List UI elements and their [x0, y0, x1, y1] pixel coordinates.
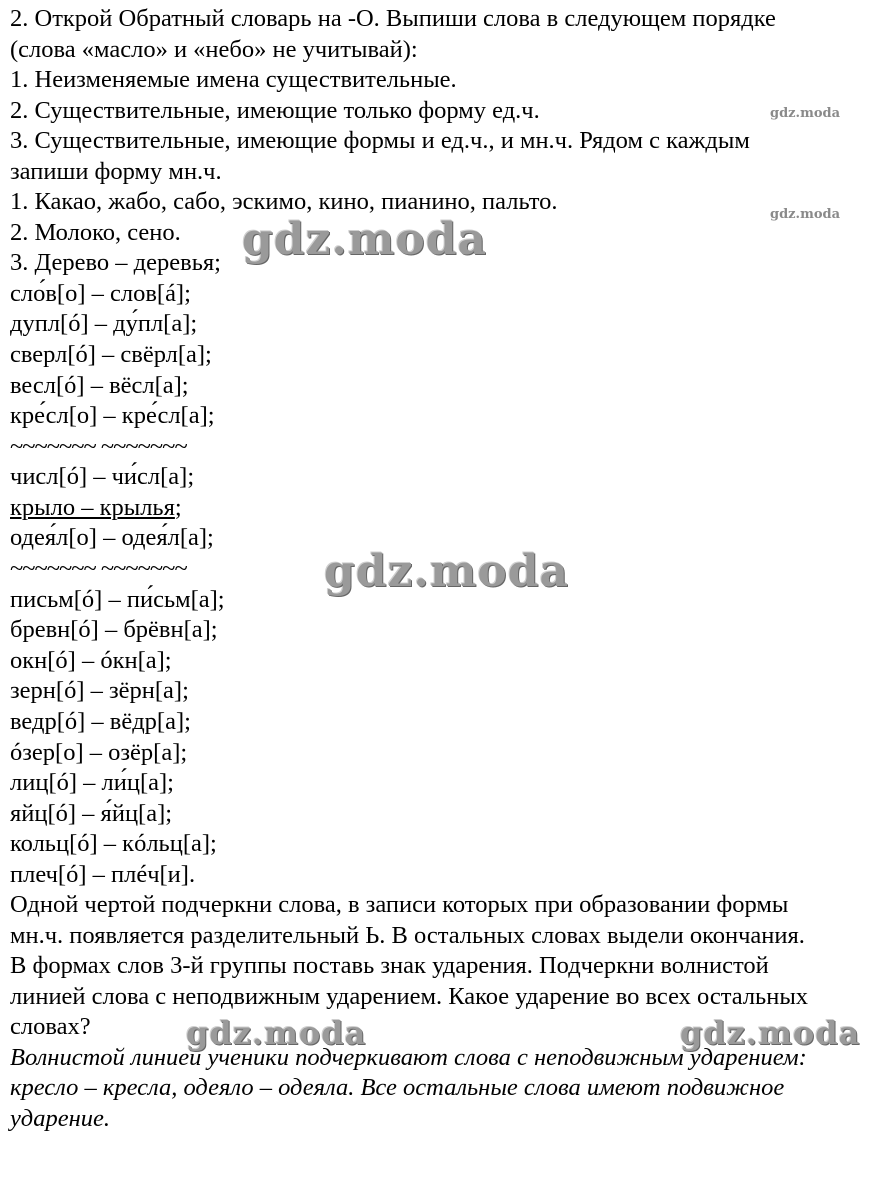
answer-group-2: 2. Молоко, сено.: [10, 218, 181, 246]
answer-group-3-title: 3. Дерево – деревья;: [10, 249, 221, 277]
underlined-tail: ;: [174, 493, 182, 521]
word-pair: яйц[ó] – я́йц[а];: [10, 799, 173, 827]
watermark-large: gdz.moda: [242, 214, 488, 265]
wavy-line-mark: ~~~~~~~ ~~~~~~~: [10, 432, 187, 460]
word-pair: весл[ó] – вёсл[а];: [10, 371, 189, 399]
instruction-line: мн.ч. появляется разделительный Ь. В остальных словах выдели окончания.: [10, 921, 805, 949]
task-line: 2. Открой Обратный словарь на -О. Выпиши слова в следующем порядке: [10, 5, 776, 32]
instruction-line: линией слова с неподвижным ударением. Какое ударение во всех остальных: [10, 982, 809, 1010]
instruction-line: Одной чертой подчеркни слова, в записи которых при образовании формы: [10, 891, 789, 919]
task-line: 1. Неизменяемые имена существительные.: [10, 66, 457, 93]
answer-note: [10, 1043, 890, 1135]
instruction-line: словах?: [10, 1013, 91, 1041]
watermark-large: gdz.moda: [680, 1014, 861, 1052]
word-pair: письм[ó] – пи́сьм[а];: [10, 585, 225, 613]
answer-list: [10, 187, 890, 890]
answer-group-1: 1. Какао, жабо, сабо, эскимо, кино, пианино, пальто.: [10, 188, 558, 215]
instruction-line: В формах слов 3-й группы поставь знак ударения. Подчеркни волнистой: [10, 952, 769, 980]
word-pair: кре́сл[о] – кре́сл[а];: [10, 402, 215, 430]
word-pair: бревн[ó] – брёвн[а];: [10, 616, 218, 644]
watermark-large: gdz.moda: [186, 1014, 367, 1052]
word-pair: одея́л[о] – одея́л[а];: [10, 524, 214, 552]
task-line: 3. Существительные, имеющие формы и ед.ч., и мн.ч. Рядом с каждым: [10, 127, 750, 154]
watermark-large: gdz.moda: [324, 546, 570, 597]
watermark-small: gdz.moda: [770, 207, 841, 222]
word-pair: дупл[ó] – ду́пл[а];: [10, 310, 198, 338]
word-pair: сверл[ó] – свёрл[а];: [10, 340, 212, 368]
underlined-word-pair: крыло – крылья: [10, 493, 175, 521]
word-pair-underlined: [10, 493, 890, 524]
wavy-line-mark: ~~~~~~~ ~~~~~~~: [10, 555, 187, 583]
word-pair: сло́в[о] – слов[á];: [10, 279, 191, 307]
word-pair: óзер[о] – озёр[а];: [10, 738, 188, 766]
word-pair: лиц[ó] – ли́ц[а];: [10, 769, 174, 797]
task-line: запиши форму мн.ч.: [10, 157, 222, 185]
watermark-small: gdz.moda: [770, 106, 841, 121]
task-line: (слова «масло» и «небо» не учитывай):: [10, 35, 418, 63]
note-line: Волнистой линией ученики подчеркивают слова с неподвижным ударением:: [10, 1043, 807, 1071]
task-line: 2. Существительные, имеющие только форму ед.ч.: [10, 96, 540, 124]
word-pair: зерн[ó] – зёрн[а];: [10, 677, 189, 705]
word-pair: окн[ó] – óкн[а];: [10, 646, 172, 674]
word-pair: числ[ó] – чи́сл[а];: [10, 463, 195, 491]
note-line: кресло – кресла, одеяло – одеяла. Все остальные слова имеют подвижное: [10, 1074, 785, 1102]
word-pair: плеч[ó] – плéч[и].: [10, 860, 196, 888]
note-line: ударение.: [10, 1104, 110, 1132]
word-pair: кольц[ó] – кóльц[а];: [10, 830, 217, 858]
word-pair: ведр[ó] – вёдр[а];: [10, 707, 191, 735]
task-text: [10, 4, 890, 187]
